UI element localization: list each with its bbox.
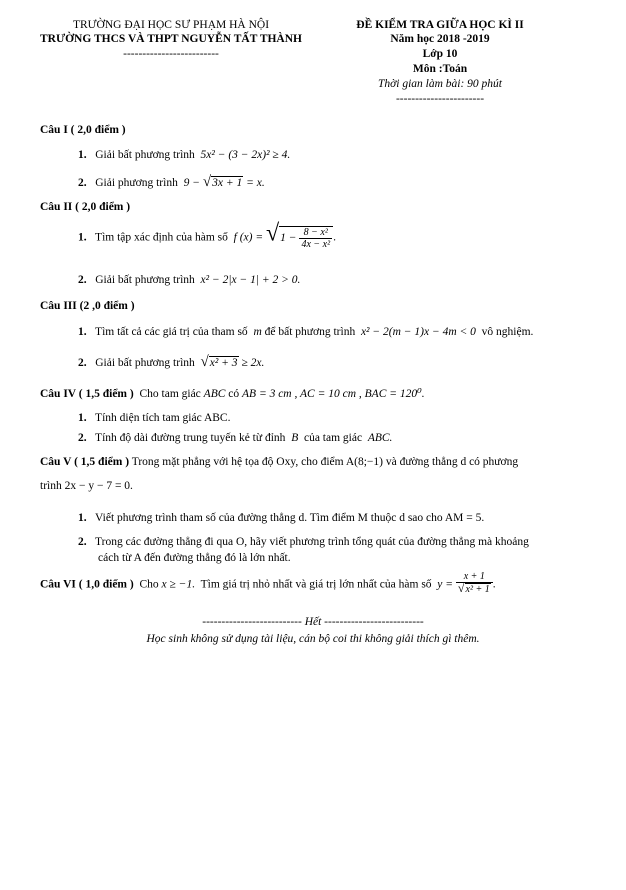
question-5-title: Câu V ( 1,5 điểm ) bbox=[40, 456, 130, 468]
item-text: Tính diện tích tam giác ABC. bbox=[95, 412, 231, 424]
item-text-2: để bất phương trình bbox=[264, 326, 356, 338]
question-4-item-2 bbox=[78, 431, 392, 446]
sqrt-sign: √ bbox=[457, 581, 465, 595]
item-text: Giải phương trình bbox=[95, 177, 178, 189]
exam-title: ĐỀ KIỂM TRA GIỮA HỌC KÌ II bbox=[356, 19, 524, 31]
fraction bbox=[299, 227, 332, 250]
question-4-title: Câu IV ( 1,5 điểm ) bbox=[40, 388, 134, 400]
footer-note: Học sinh không sử dụng tài liệu, cán bộ coi thi không giải thích gì thêm. bbox=[146, 633, 480, 645]
question-2-item-1 bbox=[78, 220, 336, 250]
item-number: 1. bbox=[78, 512, 87, 524]
conditions: AB = 3 cm , AC = 10 cm , BAC = 120⁰. bbox=[242, 388, 425, 400]
question-5-item-2 bbox=[78, 535, 529, 550]
triangle-name: ABC bbox=[203, 388, 226, 400]
grade: Lớp 10 bbox=[422, 48, 458, 60]
question-5-intro bbox=[40, 455, 518, 470]
item-text: Tìm giá trị nhỏ nhất và giá trị lớn nhất của hàm số bbox=[200, 578, 432, 591]
function-lhs: f (x) = bbox=[233, 231, 264, 244]
item-number: 2. bbox=[78, 536, 87, 548]
item-text: Viết phương trình tham số của đường thẳng d. Tìm điểm M thuộc d sao cho AM = 5. bbox=[95, 512, 485, 524]
denominator bbox=[456, 583, 493, 595]
item-math: x² − 2|x − 1| + 2 > 0. bbox=[200, 274, 301, 286]
item-text: Giải bất phương trình bbox=[95, 149, 195, 161]
header-right-rule: ----------------------- bbox=[395, 93, 485, 105]
item-text: Giải bất phương trình bbox=[95, 274, 195, 286]
question-5-item-1 bbox=[78, 511, 484, 526]
question-5-item-2-cont: cách từ A đến đường thẳng đó là lớn nhất. bbox=[98, 552, 291, 564]
sqrt-sign: √ bbox=[266, 220, 280, 247]
item-number: 1. bbox=[78, 412, 87, 424]
numerator: 8 − x² bbox=[299, 227, 332, 239]
school-year: Năm học 2018 -2019 bbox=[390, 33, 490, 45]
item-text: Giải bất phương trình bbox=[95, 357, 195, 369]
item-number: 1. bbox=[78, 149, 87, 161]
item-text-3: vô nghiệm. bbox=[481, 326, 534, 338]
item-number: 2. bbox=[78, 432, 87, 444]
item-text-2: của tam giác bbox=[303, 432, 363, 444]
item-text: Tìm tập xác định của hàm số bbox=[95, 231, 228, 244]
question-6-title: Câu VI ( 1,0 điểm ) bbox=[40, 578, 134, 591]
item-number: 2. bbox=[78, 177, 87, 189]
sqrt-sign: √ bbox=[200, 354, 209, 370]
item-text: Trong các đường thẳng đi qua O, hãy viết phương trình tổng quát của đường thẳng mà khoảng bbox=[95, 536, 529, 548]
header-left-rule: ------------------------- bbox=[123, 48, 219, 60]
item-text: Tính độ dài đường trung tuyến kẻ từ đỉnh bbox=[95, 432, 286, 444]
school-name-line2: TRƯỜNG THCS VÀ THPT NGUYỄN TẤT THÀNH bbox=[39, 33, 302, 45]
time-allowed: Thời gian làm bài: 90 phút bbox=[377, 78, 503, 90]
triangle-name: ABC. bbox=[367, 432, 393, 444]
item-math: x² − 2(m − 1)x − 4m < 0 bbox=[360, 326, 476, 338]
radicand: x² + 3 bbox=[209, 357, 238, 369]
condition: x ≥ −1. bbox=[161, 578, 196, 591]
question-4-intro bbox=[40, 387, 425, 402]
question-6 bbox=[40, 571, 496, 595]
item-math: 5x² − (3 − 2x)² ≥ 4. bbox=[200, 149, 291, 161]
question-2-item-2 bbox=[78, 273, 300, 288]
param-m: m bbox=[253, 326, 262, 338]
question-3-item-1 bbox=[78, 325, 533, 340]
period: . bbox=[333, 231, 336, 244]
intro-text: Trong mặt phẳng với hệ tọa độ Oxy, cho điểm A(8;−1) và đường thẳng d có phương bbox=[131, 456, 519, 468]
question-1-item-2 bbox=[78, 175, 265, 191]
school-name-line1: TRƯỜNG ĐẠI HỌC SƯ PHẠM HÀ NỘI bbox=[72, 19, 270, 31]
question-3-item-2 bbox=[78, 355, 264, 371]
radicand-prefix: 1 − bbox=[280, 232, 297, 245]
numerator: x + 1 bbox=[456, 571, 493, 583]
function-lhs: y = bbox=[437, 578, 454, 591]
item-text: Tìm tất cả các giá trị của tham số bbox=[95, 326, 248, 338]
end-line bbox=[0, 615, 626, 630]
question-4-item-1 bbox=[78, 411, 230, 426]
fraction bbox=[456, 571, 493, 595]
item-number: 2. bbox=[78, 274, 87, 286]
radicand: 3x + 1 bbox=[212, 177, 243, 189]
intro-text: Cho bbox=[139, 578, 159, 591]
item-math: 9 − bbox=[183, 177, 200, 189]
intro-text: Cho tam giác bbox=[139, 388, 201, 400]
question-3-title: Câu III (2 ,0 điểm ) bbox=[40, 300, 135, 312]
item-math-end: = x. bbox=[246, 177, 265, 189]
item-number: 2. bbox=[78, 357, 87, 369]
item-number: 1. bbox=[78, 326, 87, 338]
end-marker: -------------------------- Hết -------------------------- bbox=[202, 616, 424, 628]
question-5-intro-2: trình 2x − y − 7 = 0. bbox=[40, 480, 133, 492]
intro-text-2: có bbox=[228, 388, 240, 400]
item-number: 1. bbox=[78, 231, 87, 244]
item-math: ≥ 2x. bbox=[241, 357, 265, 369]
question-1-item-1 bbox=[78, 148, 290, 163]
radicand bbox=[279, 226, 333, 250]
denominator: 4x − x² bbox=[301, 239, 331, 250]
vertex-b: B bbox=[291, 432, 299, 444]
radicand: x² + 1 bbox=[465, 584, 490, 595]
sqrt-sign: √ bbox=[202, 174, 212, 190]
period: . bbox=[492, 578, 496, 591]
subject: Môn :Toán bbox=[412, 63, 468, 75]
question-2-title: Câu II ( 2,0 điểm ) bbox=[40, 201, 131, 213]
question-1-title: Câu I ( 2,0 điểm ) bbox=[40, 124, 126, 136]
